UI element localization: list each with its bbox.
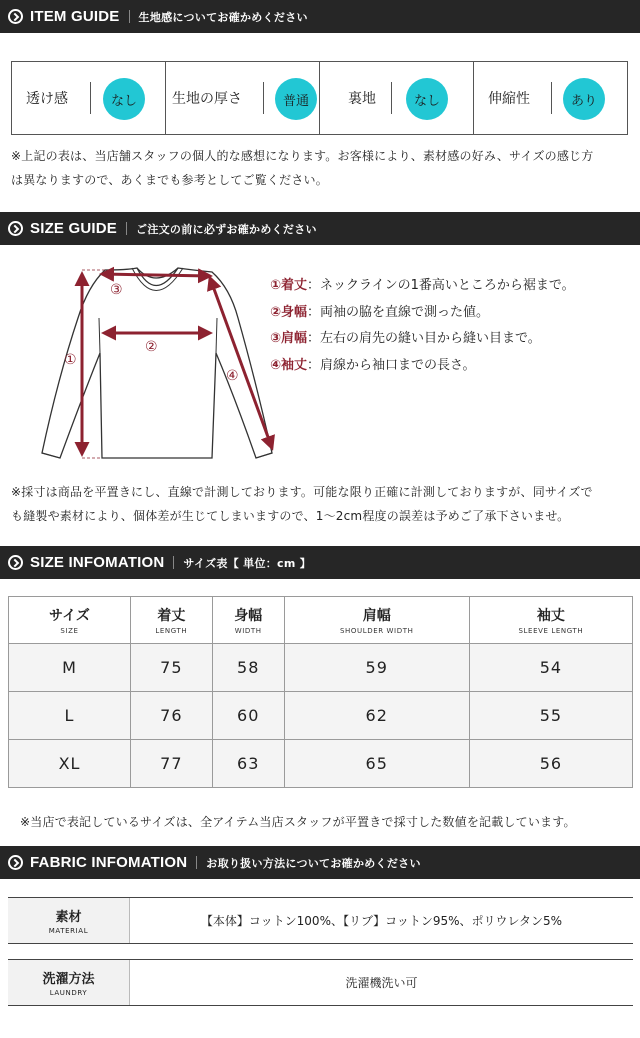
guide-cell-stretch [474, 62, 627, 134]
chevron-circle-icon [8, 9, 23, 24]
divider [391, 82, 392, 114]
item-guide-note [11, 144, 593, 192]
chevron-circle-icon [8, 855, 23, 870]
def-key: 袖丈 [281, 357, 308, 373]
table-cell: M [9, 644, 131, 692]
guide-badge: なし [406, 78, 448, 120]
def-text: ：肩線から袖口までの長さ。 [307, 357, 476, 373]
table-header-row [9, 597, 633, 644]
definition-row [270, 326, 575, 353]
table-cell: 55 [469, 692, 632, 740]
size-guide-note [11, 480, 593, 528]
table-cell: 75 [131, 644, 213, 692]
fabric-row-head [8, 960, 130, 1005]
divider [126, 222, 127, 235]
definition-row [270, 273, 575, 300]
divider [90, 82, 91, 114]
divider [551, 82, 552, 114]
table-cell: 56 [469, 740, 632, 788]
fabric-value: 【本体】コットン100%、【リブ】コットン95%、ポリウレタン5% [200, 914, 563, 928]
table-cell: 77 [131, 740, 213, 788]
fabric-label-en: LAUNDRY [49, 989, 88, 997]
table-row [9, 644, 633, 692]
table-cell: 76 [131, 692, 213, 740]
section-title: FABRIC INFOMATION [30, 854, 188, 871]
def-key: 着丈 [281, 278, 308, 293]
column-header: 袖丈 SLEEVE LENGTH [469, 597, 632, 644]
fabric-row-laundry [8, 959, 633, 1006]
note-line: ※採寸は商品を平置きにし、直線で計測しております。可能な限り正確に計測しておりますが、同サイズで [11, 485, 593, 499]
divider [263, 82, 264, 114]
section-title: ITEM GUIDE [30, 8, 120, 25]
definition-row [270, 353, 575, 380]
table-cell: XL [9, 740, 131, 788]
guide-label: 生地の厚さ [172, 91, 242, 107]
guide-cell-sheerness [12, 62, 166, 134]
chevron-circle-icon [8, 221, 23, 236]
def-text: ：左右の肩先の縫い目から縫い目まで。 [307, 331, 541, 346]
table-cell: 59 [284, 644, 469, 692]
guide-label: 透け感 [26, 91, 68, 107]
def-text: ：ネックラインの1番高いところから裾まで。 [307, 278, 575, 293]
arrow-sleeve [210, 278, 272, 448]
fabric-label: 洗濯方法 [42, 972, 95, 987]
divider [196, 856, 197, 869]
section-subtitle: お取り扱い方法についてお確かめください [206, 856, 421, 870]
note-line: も縫製や素材により、個体差が生じてしまいますので、1〜2cm程度の誤差は予めご了承下さいませ。 [11, 509, 570, 523]
item-guide-header [0, 0, 640, 33]
guide-badge: あり [563, 78, 605, 120]
fabric-label: 素材 [55, 910, 82, 925]
def-num: ② [270, 304, 282, 320]
def-text: ：両袖の脇を直線で測った値。 [307, 304, 490, 320]
size-definitions [270, 273, 575, 379]
diagram-label-3: ③ [110, 282, 123, 298]
diagram-label-2: ② [145, 339, 158, 355]
arrow-shoulder [102, 274, 210, 276]
column-header: 着丈 LENGTH [131, 597, 213, 644]
fabric-row-material [8, 897, 633, 944]
divider [173, 556, 174, 569]
size-info-note: ※当店で表記しているサイズは、全アイテム当店スタッフが平置きで採寸した数値を記載しています。 [20, 815, 576, 829]
column-header: 肩幅 SHOULDER WIDTH [284, 597, 469, 644]
table-cell: 62 [284, 692, 469, 740]
fabric-info-header [0, 846, 640, 879]
column-header: サイズ SIZE [9, 597, 131, 644]
diagram-label-1: ① [64, 352, 77, 368]
section-subtitle: サイズ表【 単位：cm 】 [183, 556, 312, 570]
guide-label: 伸縮性 [488, 91, 530, 107]
shirt-diagram [20, 258, 290, 468]
guide-badge: 普通 [275, 78, 317, 120]
def-key: 身幅 [281, 304, 308, 320]
chevron-circle-icon [8, 555, 23, 570]
table-cell: 63 [212, 740, 284, 788]
table-row [9, 740, 633, 788]
note-line: ※上記の表は、当店舗スタッフの個人的な感想になります。お客様により、素材感の好み、サイズの感じ方 [11, 149, 594, 163]
table-cell: 65 [284, 740, 469, 788]
def-num: ① [270, 278, 282, 293]
def-num: ③ [270, 331, 282, 346]
divider [129, 10, 130, 23]
definition-row [270, 300, 575, 327]
guide-cell-thickness [166, 62, 320, 134]
table-cell: L [9, 692, 131, 740]
table-row [9, 692, 633, 740]
note-line: は異なりますので、あくまでも参考としてご覧ください。 [11, 173, 328, 187]
size-guide-header [0, 212, 640, 245]
column-header: 身幅 WIDTH [212, 597, 284, 644]
table-cell: 58 [212, 644, 284, 692]
fabric-label-en: MATERIAL [48, 927, 89, 935]
diagram-label-4: ④ [226, 368, 239, 384]
size-info-header [0, 546, 640, 579]
guide-badge: なし [103, 78, 145, 120]
section-subtitle: ご注文の前に必ずお確かめください [136, 222, 317, 236]
item-guide-box [11, 61, 628, 135]
section-subtitle: 生地感についてお確かめください [138, 10, 308, 24]
section-title: SIZE GUIDE [30, 220, 118, 237]
guide-cell-lining [320, 62, 474, 134]
def-key: 肩幅 [281, 331, 308, 346]
section-title: SIZE INFOMATION [30, 554, 165, 571]
fabric-value: 洗濯機洗い可 [345, 976, 418, 990]
size-table [8, 596, 633, 788]
table-cell: 54 [469, 644, 632, 692]
fabric-row-head [8, 898, 130, 943]
guide-label: 裏地 [348, 91, 376, 107]
table-cell: 60 [212, 692, 284, 740]
def-num: ④ [270, 357, 282, 373]
